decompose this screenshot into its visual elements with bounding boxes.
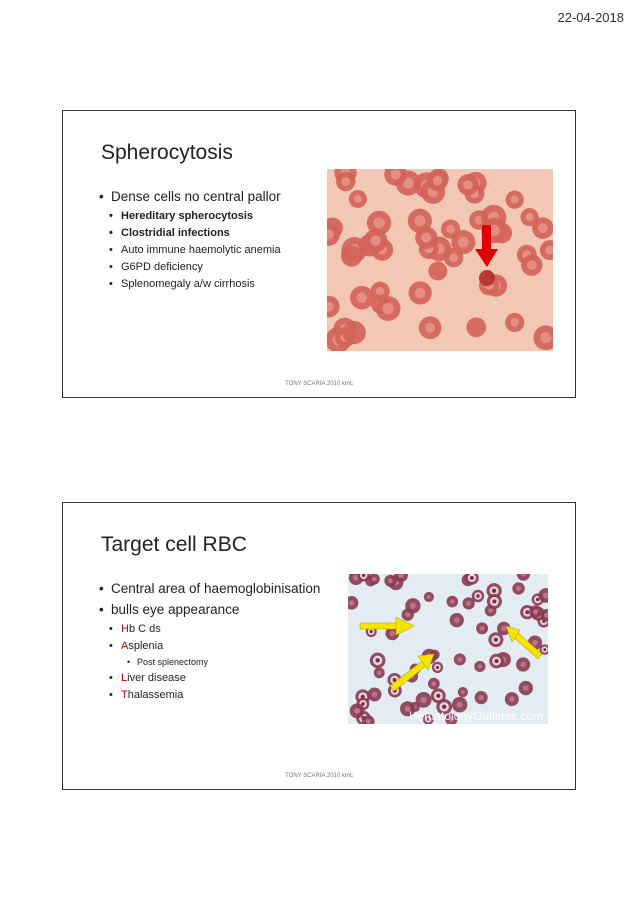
slide-title: Target cell RBC — [101, 533, 247, 556]
slide-title: Spherocytosis — [101, 141, 233, 164]
bullet-subitem: • Thalassemia — [99, 689, 320, 701]
page-date: 22-04-2018 — [557, 10, 624, 25]
slide-target-cell — [62, 502, 576, 790]
bullet-subitem: • Clostridial infections — [99, 227, 281, 239]
bullet-item: • bulls eye appearance — [99, 602, 320, 617]
bullet-item: • Central area of haemoglobinisation — [99, 581, 320, 596]
bullet-list — [99, 189, 281, 295]
bullet-subitem: • Asplenia — [99, 640, 320, 652]
bullet-subitem: • Hb C ds — [99, 623, 320, 635]
bullet-subitem: • Hereditary spherocytosis — [99, 210, 281, 222]
bullet-subitem: • Splenomegaly a/w cirrhosis — [99, 278, 281, 290]
bullet-subitem: • G6PD deficiency — [99, 261, 281, 273]
bullet-list — [99, 581, 320, 706]
bullet-subsubitem: • Post splenectomy — [99, 657, 320, 667]
watermark: HematologyOutlines.com — [408, 709, 543, 723]
spherocytosis-smear-image — [327, 169, 553, 351]
slide-footer: TONY SCARIA 2010 kmc — [285, 773, 353, 779]
bullet-subitem: • Auto immune haemolytic anemia — [99, 244, 281, 256]
target-cell-smear-image — [348, 574, 548, 724]
bullet-item: • Dense cells no central pallor — [99, 189, 281, 204]
slide-footer: TONY SCARIA 2010 kmc — [285, 381, 353, 387]
bullet-subitem: • Liver disease — [99, 672, 320, 684]
slide-spherocytosis — [62, 110, 576, 398]
